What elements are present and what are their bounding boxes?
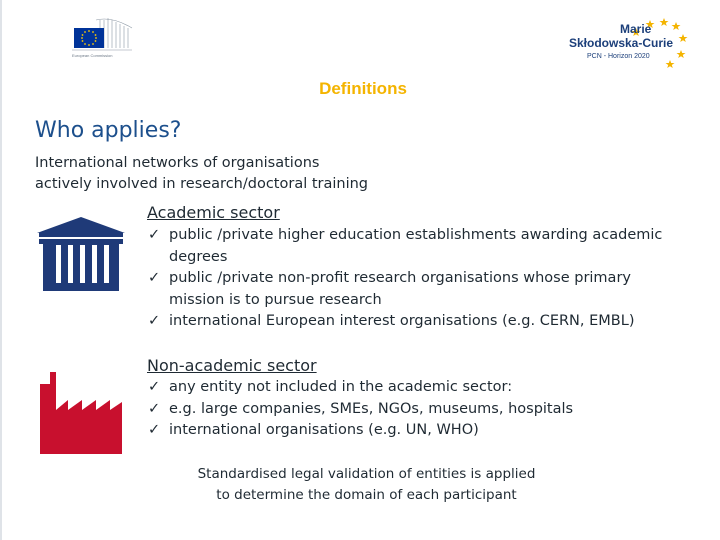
list-item (148, 399, 708, 421)
msca-logo-name: Skłodowska-Curie (569, 36, 674, 50)
academic-sector-list (148, 225, 668, 333)
validation-note-line-2: to determine the domain of each participant (216, 487, 517, 503)
intro-line-1: International networks of organisations (35, 155, 320, 171)
section-tag: Definitions (319, 79, 407, 98)
msca-logo-marie: Marie (620, 22, 652, 36)
check-icon: ✓ (148, 270, 161, 287)
non-academic-sector-heading: Non-academic sector (147, 356, 317, 375)
list-item-text: public /private non-profit research organisations whose primary mission is to pursue research (169, 270, 631, 308)
temple-icon (37, 217, 125, 291)
list-item (148, 311, 668, 333)
non-academic-sector-list (148, 377, 708, 442)
msca-logo-subtitle: PCN - Horizon 2020 (587, 53, 650, 60)
ec-logo-wordmark: European Commission (72, 53, 113, 58)
check-icon: ✓ (148, 400, 161, 417)
list-item-text: public /private higher education establishments awarding academic degrees (169, 227, 663, 265)
check-icon: ✓ (148, 379, 161, 395)
list-item (148, 420, 708, 442)
validation-note (0, 464, 720, 506)
intro-line-2: actively involved in research/doctoral training (35, 176, 369, 192)
check-icon: ✓ (148, 422, 161, 439)
intro-text (35, 153, 368, 195)
list-item (148, 225, 668, 268)
european-commission-logo (70, 16, 134, 66)
check-icon: ✓ (148, 313, 161, 330)
check-icon: ✓ (148, 227, 161, 243)
list-item-text: international European interest organisations (e.g. CERN, EMBL) (169, 313, 635, 330)
list-item (148, 377, 708, 399)
list-item-text: international organisations (e.g. UN, WHO) (169, 422, 479, 439)
factory-icon (40, 372, 122, 454)
list-item-text: any entity not included in the academic sector: (169, 379, 513, 395)
page-title: Who applies? (35, 118, 182, 143)
academic-sector-heading: Academic sector (147, 203, 280, 222)
list-item (148, 268, 668, 311)
validation-note-line-1: Standardised legal validation of entities is applied (197, 466, 536, 482)
list-item-text: e.g. large companies, SMEs, NGOs, museums, hospitals (169, 400, 574, 417)
